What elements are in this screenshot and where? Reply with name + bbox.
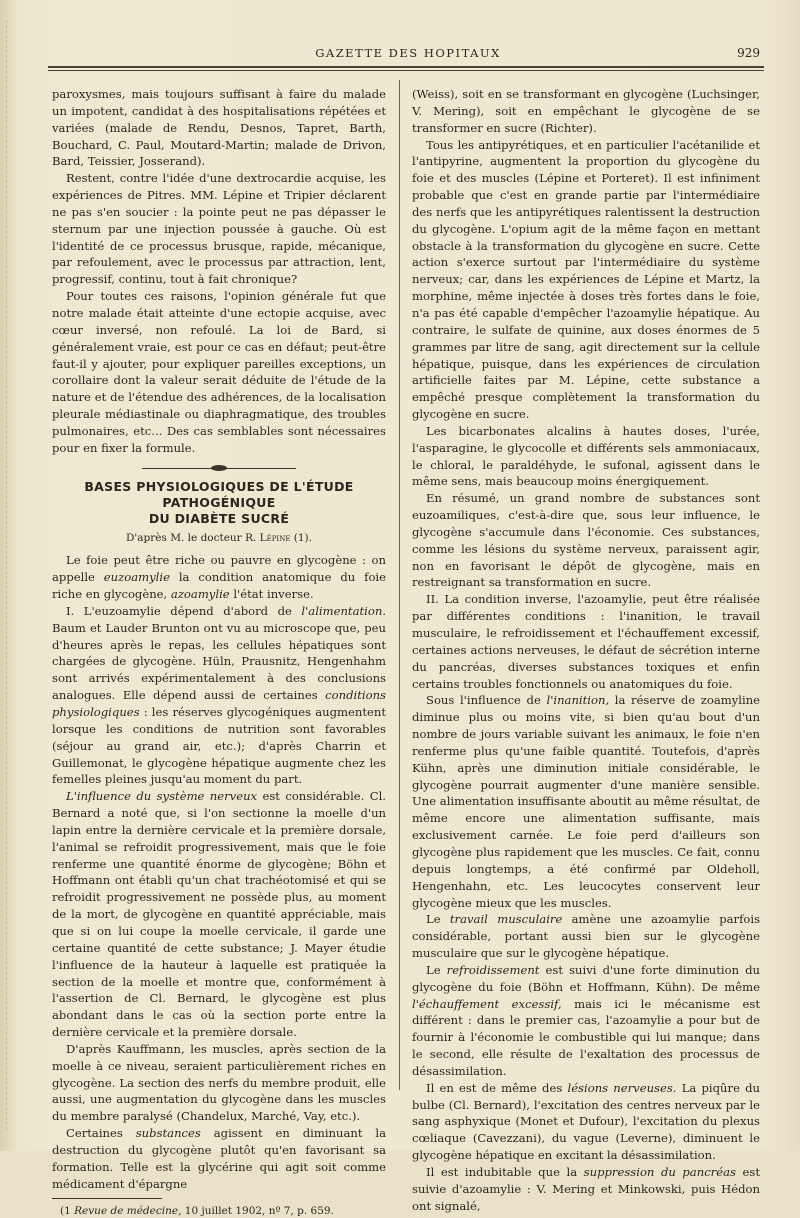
section-separator — [52, 461, 386, 475]
article-title — [52, 479, 386, 527]
paragraph: L'influence du système nerveux est considérable. Cl. Bernard a noté que, si l'on sectionne la moelle d'un lapin entre la dernière cervicale et la première dorsale, l'animal se refroidit progressivement, mais que le foie renferme une quantité énorme de glycogène; Böhn et Hoffmann ont établi qu'un chat trachéotomisé et qui se refroidit progressivement ne possède plus, au moment de la mort, de glycogène en quantité appréciable, mais que si on lui coupe la moelle cervicale, il garde une certaine quantité de cette substance; J. Mayer étudie l'influence de la hauteur à laquelle est pratiquée la section de la moelle et montre que, conformément à l'assertion de Cl. Bernard, le glycogène est plus abondant dans le cas où la section porte entre la dernière cervicale et la première dorsale. — [52, 789, 386, 1040]
paragraph: Le foie peut être riche ou pauvre en glycogène : on appelle euzoamylie la condition anatomique du foie riche en glycogène, azoamylie l'état inverse. — [52, 553, 387, 602]
paragraph: Le refroidissement est suivi d'une forte diminution du glycogène du foie (Böhn et Hoffmann, Kühn). De même l'échauffement excessif, mais ici le mécanisme est différent : dans le premier cas, l'azoamylie a pour but de fournir à l'économie le combustible qui lui manque; dans le second, elle résulte de l'exaltation des processus de désassimilation. — [412, 962, 761, 1078]
right-column — [412, 86, 760, 1215]
paragraph: Sous l'influence de l'inanition, la réserve de zoamyline diminue plus ou moins vite, si bien qu'au bout d'un nombre de jours variable suivant les animaux, le foie n'en renferme plus qu'une faible quantité. Toutefois, d'après Kühn, après une diminution initiale considérable, le glycogène pourrait augmenter d'une manière sensible. Une alimentation insuffisante aboutit au même résultat, de même encore une alimentation suffisante, mais exclusivement carnée. Le foie perd d'ailleurs son glycogène plus rapidement que les muscles. Ce fait, connu depuis longtemps, a été confirmé par Oldeholl, Hengenhahn, etc. Les leucocytes conservent leur glycogène mieux que les muscles. — [412, 693, 761, 910]
running-header — [52, 42, 764, 64]
paragraph: Il est indubitable que la suppression du pancréas est suivie d'azoamylie : V. Mering et Minkowski, puis Hédon ont signalé, — [412, 1165, 760, 1213]
author-name: R. Lépine — [245, 531, 291, 544]
paragraph: Il en est de même des lésions nerveuses. La piqûre du bulbe (Cl. Bernard), l'excitation des centres nerveux par le sang asphyxique (Monet et Dufour), l'excitation du plexus cœliaque (Cavezzani), du vague (Leverne), diminuent le glycogène hépatique en excitant la désassimilation. — [412, 1080, 761, 1163]
paragraph: Certaines substances agissent en diminuant la destruction du glycogène plutôt qu'en favorisant sa formation. Telle est la glycérine qui agit soit comme médicament d'épargne — [52, 1126, 387, 1191]
page-number: 929 — [737, 46, 760, 60]
paragraph: Tous les antipyrétiques, et en particulier l'acétanilide et l'antipyrine, augmentent la proportion du glycogène du foie et des muscles (Lépine et Porteret). Il est infiniment probable que c'est en grande partie par l'intermédiaire des nerfs que les antipyrétiques ralentissent la destruction du glycogène. L'opium agit de la même façon en mettant obstacle à la transformation du glycogène en sucre. Cette action s'exerce surtout par l'intermédiaire du système nerveux; car, dans les expériences de Lépine et Martz, la morphine, même injectée à doses très fortes dans le foie, n'a pas été capable d'empêcher l'azoamylie hépatique. Au contraire, le sulfate de quinine, aux doses énormes de 5 grammes par litre de sang, agit directement sur la cellule hépatique, puisque, dans les expériences de circulation artificielle faites par M. Lépine, cette substance a empêché presque complètement la transformation du glycogène en sucre. — [412, 137, 760, 422]
paragraph: Les bicarbonates alcalins à hautes doses, l'urée, l'asparagine, le glycocolle et différents sels ammoniacaux, le chloral, le paraldéhyde, le sufonal, agissent dans le même sens, mais beaucoup moins énergiquement. — [412, 423, 760, 489]
binding-edge — [6, 20, 17, 1130]
footnote-rule — [52, 1198, 162, 1199]
article-title-line2: DU DIABÈTE SUCRÉ — [148, 510, 290, 526]
paragraph: paroxysmes, mais toujours suffisant à faire du malade un impotent, candidat à des hospitalisations répétées et variées (malade de Rendu, Desnos, Tapret, Barth, Bouchard, C. Paul, Moutard-Martin; malade de Drivon, Bard, Teissier, Josserand). — [52, 87, 386, 169]
footnote-ref: (1). — [293, 531, 312, 544]
running-title: GAZETTE DES HOPITAUX — [315, 46, 501, 60]
paragraph: II. La condition inverse, l'azoamylie, peut être réalisée par différentes conditions : l'inanition, le travail musculaire, le refroidissement et l'échauffement excessif, certaines actions nerveuses, le défaut de sécrétion interne du pancréas, diverses substances toxiques et enfin certains troubles fonctionnels ou anatomiques du foie. — [412, 592, 760, 691]
column-divider — [399, 80, 400, 1090]
separator-ornament — [211, 465, 227, 471]
header-rule-thin — [48, 70, 764, 71]
header-rule — [48, 66, 764, 68]
footnote: (1 Revue de médecine, 10 juillet 1902, nº 7, p. 659. — [60, 1205, 334, 1218]
article-title-line1: BASES PHYSIOLOGIQUES DE L'ÉTUDE PATHOGÉNIQUE — [84, 478, 354, 510]
byline-prefix: D'après M. le docteur — [125, 531, 242, 544]
paragraph: Restent, contre l'idée d'une dextrocardie acquise, les expériences de Pitres. MM. Lépine et Tripier déclarent ne pas s'en soucier : la pointe peut ne pas dépasser le sternum par une injection poussée à gauche. Où est l'identité de ce processus brusque, rapide, mécanique, par refoulement, avec le processus par attraction, lent, progressif, continu, tout à fait chronique? — [52, 171, 386, 287]
paragraph: D'après Kauffmann, les muscles, après section de la moelle à ce niveau, seraient particulièrement riches en glycogène. La section des nerfs du membre produit, elle aussi, une augmentation du glycogène dans les muscles du membre paralysé (Chandelux, Marché, Vay, etc.). — [52, 1041, 386, 1124]
paragraph: Le travail musculaire amène une azoamylie parfois considérable, portant aussi bien sur le glycogène musculaire que sur le glycogène hépatique. — [412, 912, 761, 961]
paragraph: (Weiss), soit en se transformant en glycogène (Luchsinger, V. Mering), soit en empêchant le glycogène de se transformer en sucre (Richter). — [412, 87, 760, 135]
left-column — [52, 86, 386, 1218]
paragraph: Pour toutes ces raisons, l'opinion générale fut que notre malade était atteinte d'une ectopie acquise, avec cœur inversé, non refoulé. La loi de Bard, si généralement vraie, est pour ce cas en défaut; peut-être faut-il y ajouter, pour expliquer pareilles exceptions, un corollaire dont la valeur serait déduite de l'étude de la nature et de l'étendue des adhérences, de la localisation pleurale médiastinale ou diaphragmatique, des troubles pulmonaires, etc... Des cas semblables sont nécessaires pour en fixer la formule. — [52, 289, 386, 455]
paragraph: I. L'euzoamylie dépend d'abord de l'alimentation. Baum et Lauder Brunton ont vu au microscope que, peu d'heures après le repas, les cellules hépatiques sont chargées de glycogène. Hüln, Prausnitz, Hengenhahm sont arrivés expérimentalement à des conclusions analogues. Elle dépend aussi de certaines conditions physiologiques : les réserves glycogéniques augmentent lorsque les conditions de nutrition sont favorables (séjour au grand air, etc.); d'après Charrin et Guillemonat, le glycogène hépatique augmente chez les femelles pleines jusqu'au moment du part. — [52, 603, 387, 787]
byline — [52, 530, 386, 547]
paragraph: En résumé, un grand nombre de substances sont euzoamiliques, c'est-à-dire que, sous leur influence, le glycogène s'accumule dans l'économie. Ces substances, comme les lésions du système nerveux, paraissent agir, non en favorisant le dépôt de glycogène, mais en restreignant sa transformation en sucre. — [412, 491, 760, 590]
